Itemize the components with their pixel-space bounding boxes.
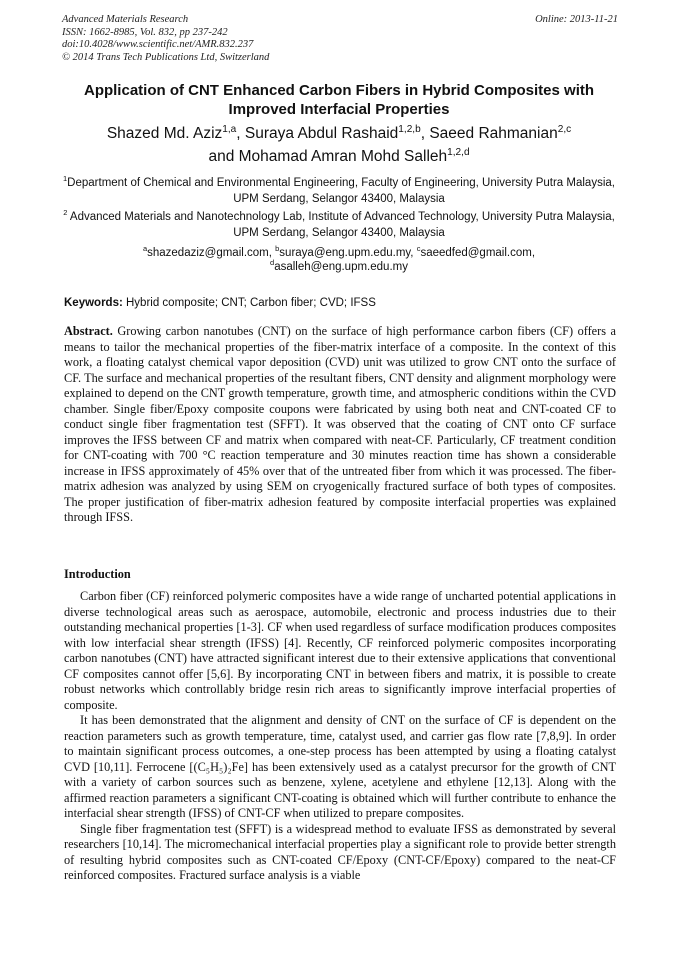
keywords [64, 296, 616, 310]
doi-line: doi:10.4028/www.scientific.net/AMR.832.237 [62, 39, 254, 50]
author-name: Shazed Md. Aziz [106, 125, 223, 142]
paragraph: Carbon fiber (CF) reinforced polymeric composites have a wide range of uncharted potential applications in diverse technological areas such as aerospace, automobile, electronic and process industries due to their outstanding mechanical properties [1-3]. CF when used regardless of surface modification produces composites with low interfacial shear strength (IFSS) [4]. Recently, CF reinforced polymeric composites incorporating carbon nanotubes (CNT) have attracted significant interest due to their extensive applications that conventional CF composites cannot offer [5,6]. By incorporating CNT in between fibers and matrix, it is possible to create robust networks which controllably bridge resin rich areas to significantly improve interfacial properties of composite. [64, 589, 616, 712]
email-mark: d [270, 258, 275, 268]
email-mark: b [275, 244, 280, 254]
email-line-2 [62, 260, 616, 274]
author-name: Saeed Rahmanian [429, 125, 558, 142]
author-line-1: Shazed Md. Aziz$^{1,a}$, Suraya Abdul Rashaid$^{1,2,b}$, Saeed Rahmanian$^{2,c}$ [106, 123, 572, 142]
abstract-label: Abstract. [64, 324, 113, 338]
email-line-1 [62, 246, 616, 260]
author-name: Mohamad Amran Mohd Salleh [238, 148, 448, 165]
keywords-text: Hybrid composite; CNT; Carbon fiber; CVD; IFSS [126, 297, 376, 309]
paper-title: Application of CNT Enhanced Carbon Fibers in Hybrid Composites with Improved Interfacial Properties [83, 82, 595, 118]
online-date: Online: 2013-11-21 [535, 14, 618, 25]
keywords-label: Keywords: [64, 297, 123, 309]
author-affiliation-mark: 2,c [557, 123, 572, 135]
author-list [50, 122, 628, 168]
email-link[interactable]: asalleh@eng.upm.edu.my [274, 261, 408, 273]
email-link[interactable]: suraya@eng.upm.edu.my, [279, 247, 414, 259]
affiliation-text: Advanced Materials and Nanotechnology Lab, Institute of Advanced Technology, University Putra Malaysia, UPM Serdang, Selangor 43400, Malaysia [69, 211, 615, 239]
issn-line: ISSN: 1662-8985, Vol. 832, pp 237-242 [62, 26, 228, 38]
author-affiliation-mark: 1,2,d [447, 146, 470, 158]
author-affiliation-mark: 1,a [222, 123, 237, 135]
author-emails [62, 246, 616, 274]
author-name: Suraya Abdul Rashaid [244, 125, 399, 142]
affiliation-2 [62, 209, 616, 241]
email-link[interactable]: saeedfed@gmail.com, [420, 247, 536, 259]
section-heading-introduction: Introduction [64, 567, 131, 581]
paragraph: It has been demonstrated that the alignment and density of CNT on the surface of CF is dependent on the reaction parameters such as growth temperature, time, catalyst used, and carrier gas flow rate [7,8,9]. In order to maintain significant process outcomes, a one-step process has been attempted by using a floating catalyst CVD [10,11]. Ferrocene [(C₅H₅)₂Fe] has been extensively used as a catalyst precursor for the growth of CNT with a variety of carbon sources such as benzene, xylene, acetylene and ethylene [12,13]. Along with the affirmed reaction parameters a significant CNT-coating is obtained which will further contribute to enhance the interfacial shear strength (IFSS) of CNT-CF when utilized to prepare composites. [64, 713, 616, 820]
journal-name: Advanced Materials Research [62, 14, 189, 25]
email-mark: c [416, 244, 421, 254]
affiliation-1 [62, 175, 616, 207]
email-link[interactable]: shazedaziz@gmail.com, [147, 247, 272, 259]
email-mark: a [142, 244, 148, 254]
affiliation-mark: 2 [63, 208, 68, 218]
author-conjunction: and [208, 148, 235, 165]
journal-header [62, 14, 618, 64]
abstract-text: Growing carbon nanotubes (CNT) on the surface of high performance carbon fibers (CF) offers a means to tailor the mechanical properties of the fiber-matrix interface of a composite. In the context of this work, a floating catalyst chemical vapor deposition (CVD) unit was utilized to grow CNT onto the surface of CF. The surface and mechanical properties of the resultant fibers, CNT density and alignment morphology were explained to depend on the CNT growth temperature, growth time, and atmospheric conditions within the CVD chamber. Single fiber/Epoxy composite coupons were fabricated by using both neat and CNT-coated CF to conduct single fiber fragmentation test (SFFT). It was observed that the coating of CNT onto CF surface improves the IFSS between CF and matrix when compared with neat-CF. Particularly, CF treatment condition for CNT-coating with 700 °C reaction temperature and 30 minutes reaction time has shown a considerable increase in IFSS approximately of 45% over that of the untreated fiber from which it was processed. The fiber-matrix adhesion was analyzed by using SEM on cryogenically fractured surface of both types of composites. The proper justification of fiber-matrix adhesion featured by composite interfacial properties was explained through IFSS. [64, 324, 616, 524]
copyright-line: © 2014 Trans Tech Publications Ltd, Switzerland [62, 51, 270, 63]
introduction-body [64, 589, 616, 884]
author-line-2 [50, 145, 628, 168]
affiliation-mark: 1 [63, 174, 68, 184]
abstract [64, 324, 616, 526]
paragraph: Single fiber fragmentation test (SFFT) is a widespread method to evaluate IFSS as demonstrated by several researchers [10,14]. The micromechanical interfacial properties play a significant role to provide better strength of resulting hybrid composites such as CNT-coated CF/Epoxy (CNT-CF/Epoxy) compared to the neat-CF reinforced composites. Fractured surface analysis is a viable [64, 821, 616, 882]
affiliation-text: Department of Chemical and Environmental Engineering, Faculty of Engineering, University Putra Malaysia, UPM Serdang, Selangor 43400, Malaysia [67, 177, 615, 205]
author-affiliation-mark: 1,2,b [398, 123, 421, 135]
